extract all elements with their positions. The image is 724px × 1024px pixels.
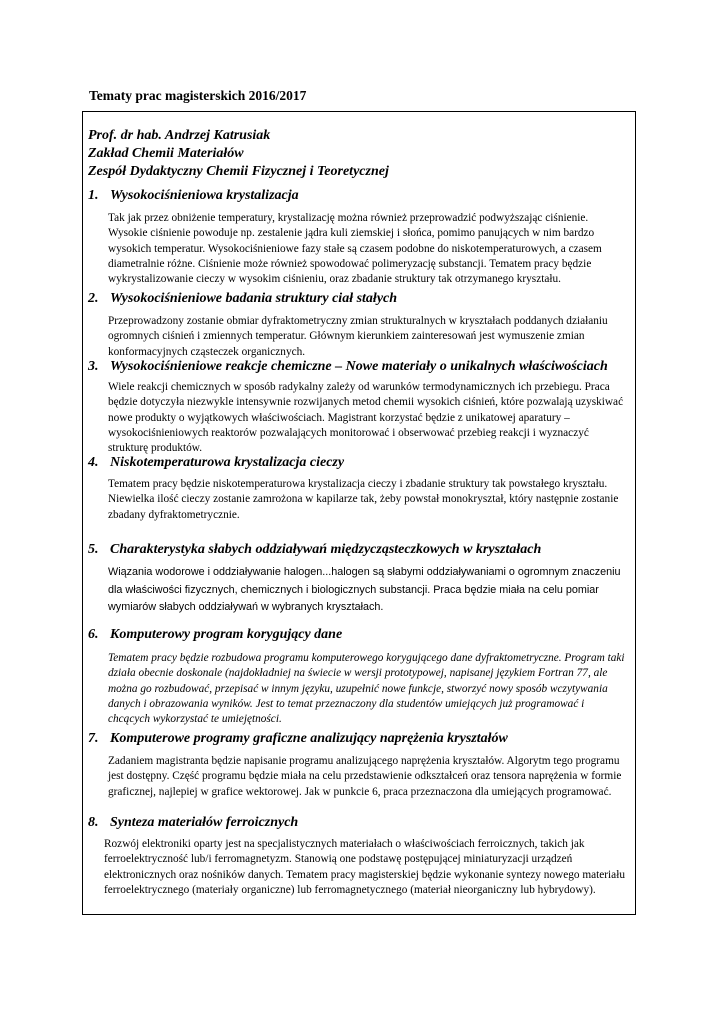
professor-name: Prof. dr hab. Andrzej Katrusiak [88, 128, 271, 143]
document-title: Tematy prac magisterskich 2016/2017 [89, 88, 307, 103]
topic-number: 5. [88, 542, 99, 557]
topic-title: Komputerowy program korygujący dane [110, 627, 343, 642]
department-name: Zakład Chemii Materiałów [88, 146, 244, 161]
topic-description: Tak jak przez obniżenie temperatury, krystalizację można również przeprowadzić podwyższając ciśnienie. Wysokie ciśnienie powoduje np. zestalenie jądra kuli ziemskiej i słońca, pomimo panujących w nim bardzo wysokich temperatur. Wysokociśnieniowe fazy stałe są czasem podobne do niskotemperaturowych, a czasem diametralnie różne. Ciśnienie może również spowodować polimeryzację substancji. Tematem pracy będzie wykrystalizowanie cieczy w wysokim ciśnieniu, oraz zbadanie struktury tak otrzymanego kryształu. [108, 212, 602, 286]
topic-number: 1. [88, 188, 99, 203]
topic-number: 7. [88, 731, 99, 746]
topic-heading [88, 815, 298, 831]
topic-number: 2. [88, 291, 99, 306]
topic-heading [88, 455, 344, 471]
topic-description: Rozwój elektroniki oparty jest na specjalistycznych materiałach o właściwościach ferroicznych, takich jak ferroelektryczność lub/i ferromagnetyzm. Stanowią one podstawę postępującej miniaturyzacji urządzeń elektronicznych oraz nośników danych. Tematem pracy magisterskiej będzie wykonanie syntezy nowego materiału ferroelektrycznego (materiały organiczne) lub ferromagnetycznego (materiał nieorganiczny lub hybrydowy). [104, 838, 625, 896]
topic-number: 4. [88, 455, 99, 470]
topic-description: Tematem pracy będzie rozbudowa programu komputerowego korygującego dane dyfraktometryczne. Program taki działa obecnie doskonale (najdokładniej na świecie w wersji prototypowej, napisanej językiem Fortran 77, ale można go rozbudować, przepisać w innym języku, uzupełnić nowe funkcje, stworzyć nowy sposób wczytywania danych i obrazowania wyników. Jest to temat przeznaczony dla studentów umiejących już programować i chcących wykorzystać te umiejętności. [108, 652, 625, 726]
topic-number: 3. [88, 359, 99, 374]
topic-heading [88, 291, 397, 307]
topic-heading [88, 627, 342, 643]
team-name: Zespół Dydaktyczny Chemii Fizycznej i Teoretycznej [88, 164, 389, 179]
topic-description: Wiązania wodorowe i oddziaływanie halogen...halogen są słabymi oddziaływaniami o ogromnym znaczeniu dla właściwości fizycznych, chemicznych i biologicznych substancji. Praca będzie miała na celu pomiar wymiarów słabych oddziaływań w wybranych kryształach. [108, 566, 621, 613]
topic-number: 8. [88, 815, 99, 830]
topic-description: Przeprowadzony zostanie obmiar dyfraktometryczny zmian strukturalnych w kryształach poddanych działaniu ogromnych ciśnień i zmiennych temperatur. Głównym kierunkiem zainteresowań jest wymuszenie zmian konformacyjnych cząsteczek organicznych. [108, 315, 608, 358]
topic-heading [88, 542, 541, 558]
topic-title: Niskotemperaturowa krystalizacja cieczy [110, 455, 345, 470]
topic-description: Zadaniem magistranta będzie napisanie programu analizującego naprężenia kryształów. Algorytm tego programu jest dostępny. Część programu będzie miała na celu przedstawienie odkształceń oraz tensora naprężenia w formie graficznej, najlepiej w grafice wektorowej. Jak w punkcie 6, praca przeznaczona dla umiejących programować. [108, 755, 622, 798]
topic-heading [88, 188, 299, 204]
topic-description: Tematem pracy będzie niskotemperaturowa krystalizacja cieczy i zbadanie struktury tak powstałego kryształu. Niewielka ilość cieczy zostanie zamrożona w kapilarze tak, żeby powstał monokryształ, który następnie zostanie zbadany dyfraktometrycznie. [108, 478, 619, 521]
topic-description: Wiele reakcji chemicznych w sposób radykalny zależy od warunków termodynamicznych ich przebiegu. Praca będzie dotyczyła niezwykle intensywnie rozwijanych metod chemii wysokich ciśnień, które pozwalają uzyskiwać nowe produkty o wyjątkowych właściwościach. Magistrant korzystać będzie z unikatowej aparatury – wysokociśnieniowych reaktorów pozwalających monitorować i obserwować przebieg reakcji i wyznaczyć strukturę produktów. [108, 381, 624, 455]
topic-title: Charakterystyka słabych oddziaływań międzycząsteczkowych w kryształach [110, 542, 542, 557]
topic-title: Komputerowe programy graficzne analizujący naprężenia kryształów [110, 731, 508, 746]
topic-number: 6. [88, 627, 99, 642]
topic-heading [88, 359, 608, 375]
topic-title: Wysokociśnieniowa krystalizacja [110, 188, 299, 203]
topic-title: Synteza materiałów ferroicznych [110, 815, 299, 830]
topic-title: Wysokociśnieniowe reakcje chemiczne – Nowe materiały o unikalnych właściwościach [110, 359, 608, 374]
topic-title: Wysokociśnieniowe badania struktury ciał stałych [110, 291, 398, 306]
topic-heading [88, 731, 508, 747]
